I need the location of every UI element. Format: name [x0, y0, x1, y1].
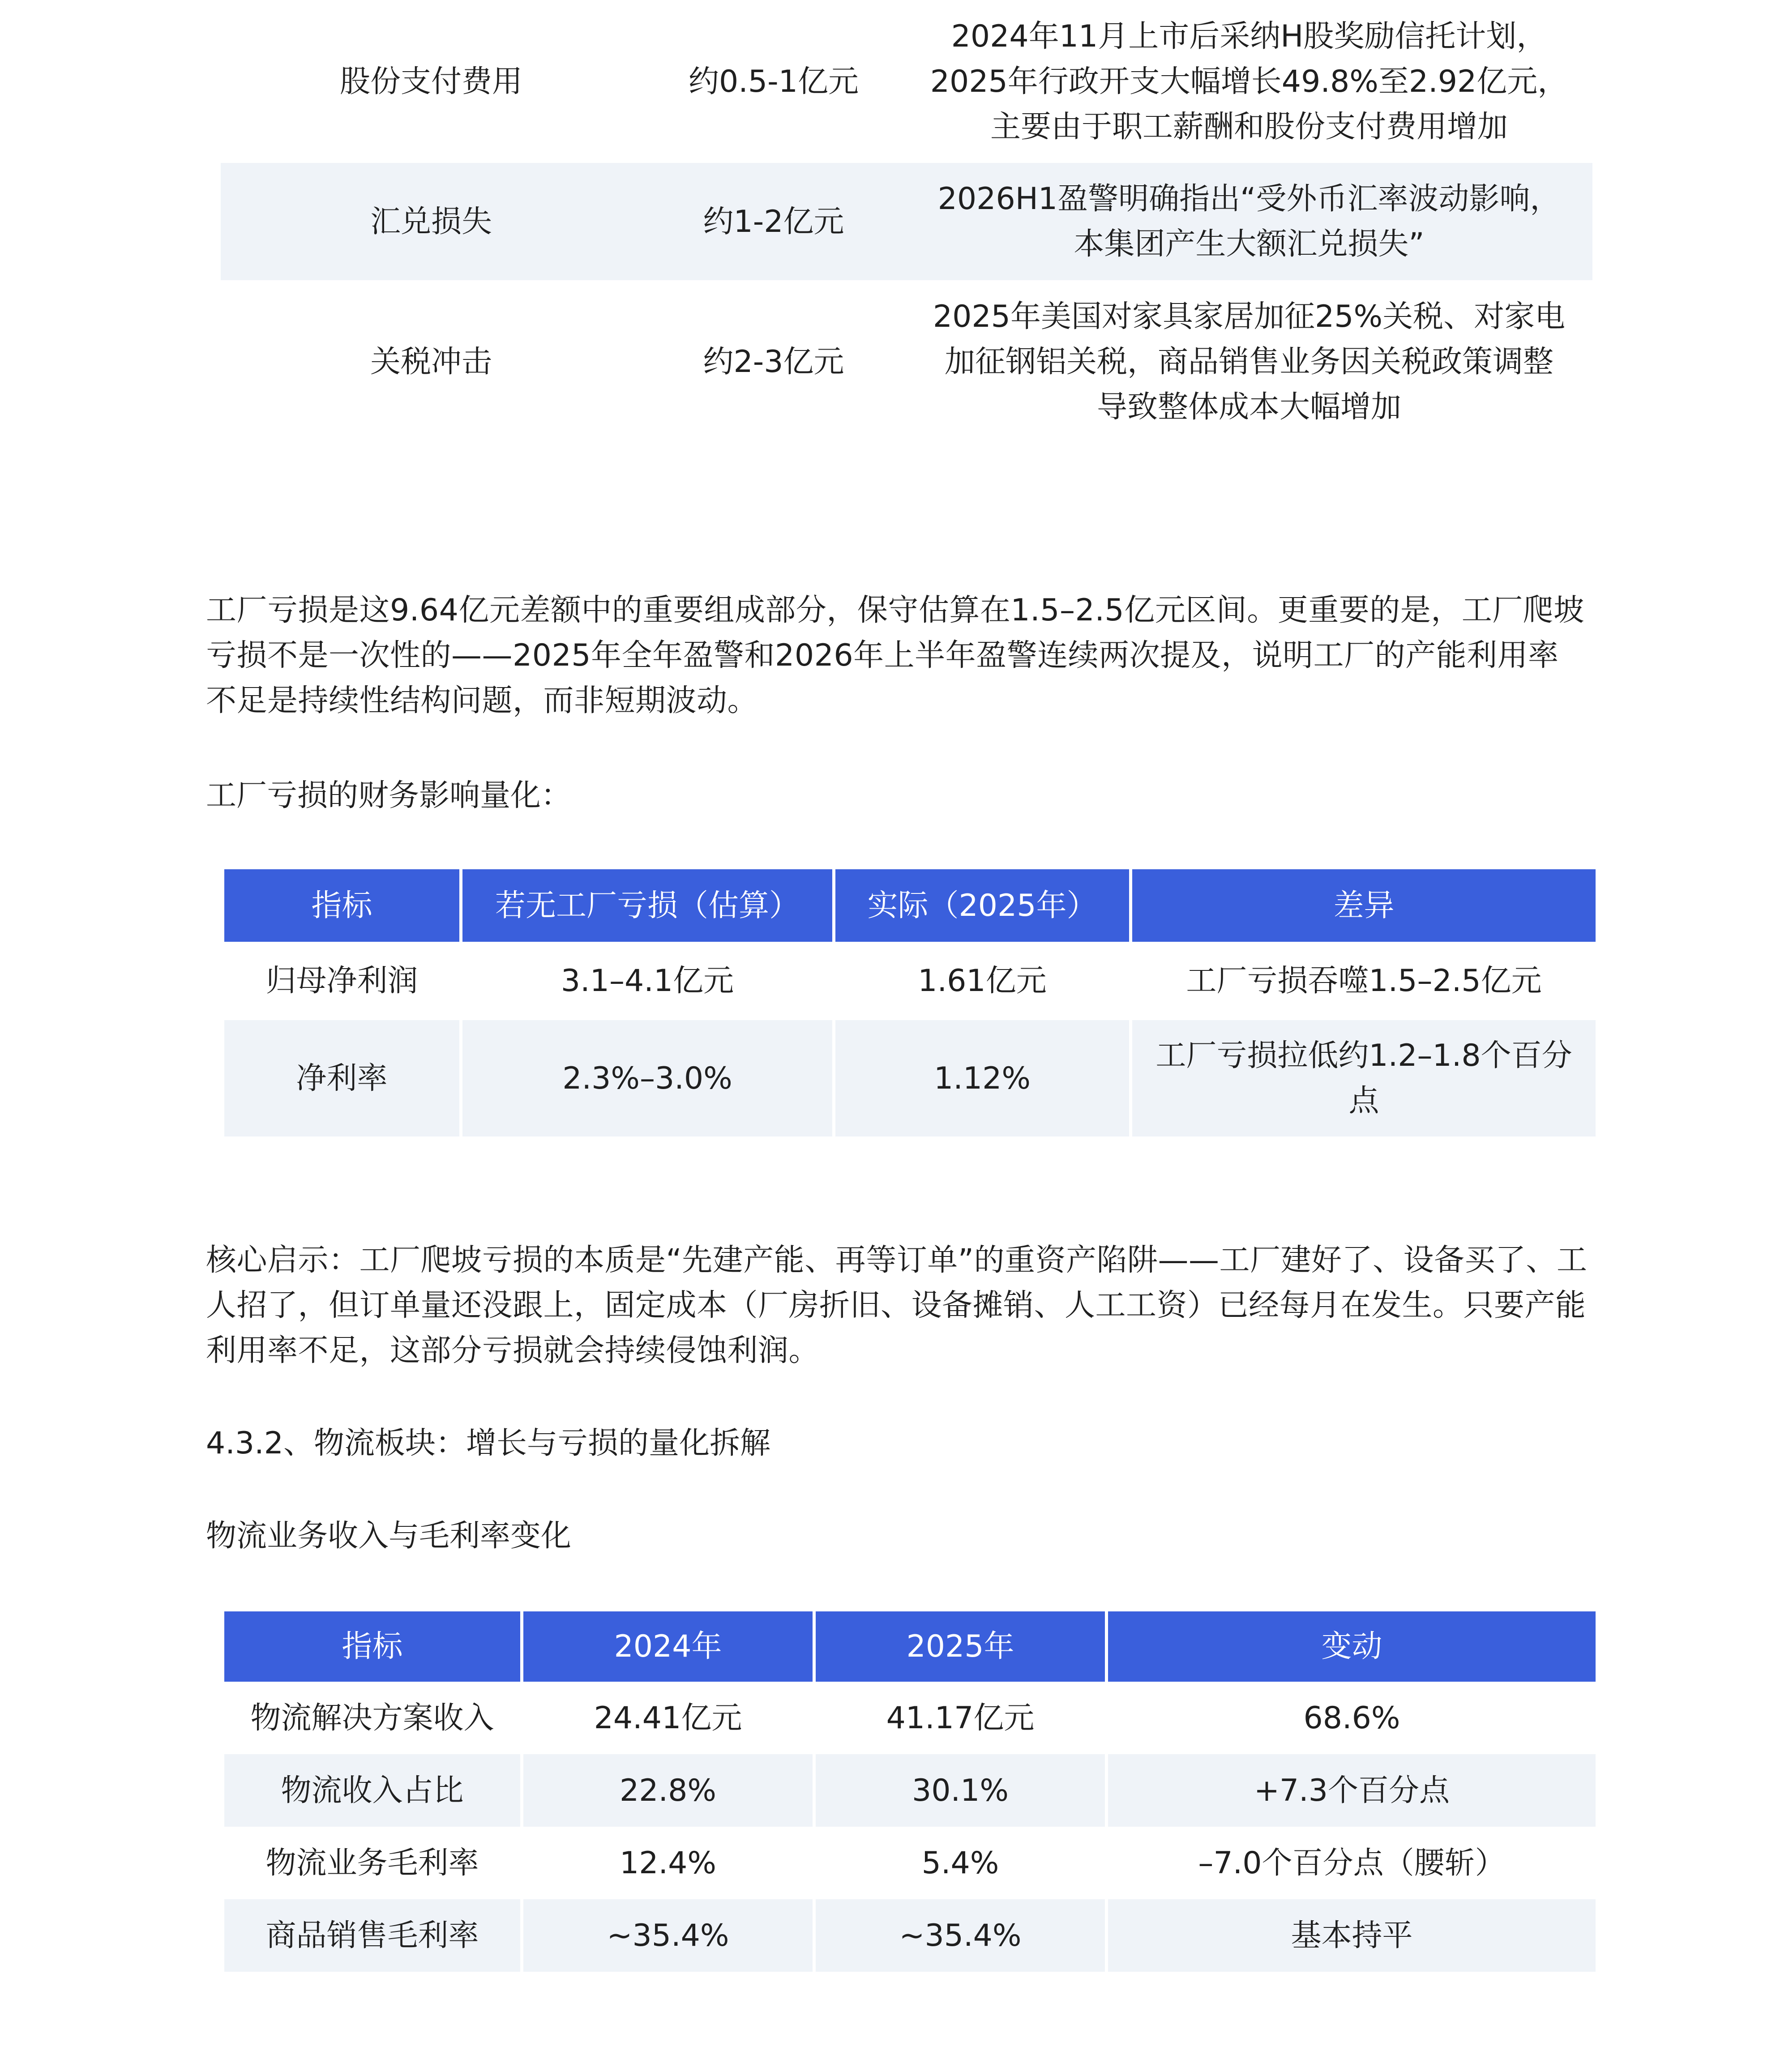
column-header: 指标	[224, 1611, 520, 1682]
table-cell: 物流收入占比	[224, 1754, 520, 1827]
table-cell: 工厂亏损吞噬1.5–2.5亿元	[1186, 963, 1542, 999]
impact-table	[221, 869, 1599, 1136]
table-cell: 68.6%	[1303, 1700, 1400, 1736]
table-cell: +7.3个百分点	[1108, 1754, 1596, 1827]
cost-note-line: 2026H1盈警明确指出“受外币汇率波动影响，	[937, 181, 1561, 217]
cost-note-line: 加征钢铝关税，商品销售业务因关税政策调整	[944, 344, 1553, 380]
table-cell: 工厂亏损拉低约1.2–1.8个百分点	[1132, 1020, 1596, 1136]
table-cell: 5.4%	[921, 1845, 999, 1881]
table-cell: 30.1%	[816, 1754, 1105, 1827]
table-row	[224, 1020, 1596, 1136]
cost-note	[906, 280, 1592, 443]
section-label: 工厂亏损的财务影响量化：	[206, 778, 572, 813]
column-header: 2025年	[816, 1611, 1105, 1682]
table-row	[221, 163, 1592, 280]
table-cell: 24.41亿元	[594, 1700, 742, 1736]
cost-table	[221, 0, 1592, 443]
cost-note-line: 2024年11月上市后采纳H股奖励信托计划，	[951, 18, 1547, 54]
column-header: 实际（2025年）	[835, 869, 1129, 942]
cost-note	[906, 163, 1592, 280]
table-cell: 物流业务毛利率	[265, 1845, 479, 1881]
table-header-row	[224, 1611, 1596, 1682]
table-cell: 2.3%–3.0%	[462, 1020, 832, 1136]
section-label: 物流业务收入与毛利率变化	[206, 1518, 572, 1554]
cost-amount: 约0.5-1亿元	[689, 64, 859, 99]
cost-note	[906, 0, 1592, 163]
table-cell: 基本持平	[1108, 1899, 1596, 1972]
section-heading: 4.3.2、物流板块：增长与亏损的量化拆解	[206, 1426, 771, 1461]
cost-item: 汇兑损失	[221, 163, 642, 280]
table-cell: 3.1–4.1亿元	[561, 963, 734, 999]
column-header: 2024年	[523, 1611, 813, 1682]
column-header: 差异	[1132, 869, 1596, 942]
table-cell: 22.8%	[523, 1754, 813, 1827]
table-row	[224, 1754, 1596, 1827]
table-cell: 1.12%	[835, 1020, 1129, 1136]
logistics-table	[221, 1611, 1599, 1972]
table-row	[221, 0, 1592, 163]
cost-note-line: 2025年美国对家具家居加征25%关税、对家电	[933, 299, 1566, 334]
column-header: 指标	[224, 869, 459, 942]
column-header: 若无工厂亏损（估算）	[462, 869, 832, 942]
table-cell: 商品销售毛利率	[224, 1899, 520, 1972]
table-row	[224, 1682, 1596, 1754]
table-header-row	[224, 869, 1596, 942]
cost-note-line: 导致整体成本大幅增加	[1096, 389, 1401, 425]
table-cell: –7.0个百分点（腰斩）	[1198, 1845, 1506, 1881]
table-cell: 41.17亿元	[886, 1700, 1035, 1736]
cost-item: 关税冲击	[370, 344, 492, 380]
table-cell: 12.4%	[619, 1845, 717, 1881]
table-row	[221, 280, 1592, 443]
table-cell: 归母净利润	[265, 963, 418, 999]
cost-note-line: 主要由于职工薪酬和股份支付费用增加	[990, 109, 1508, 145]
cost-item: 股份支付费用	[339, 64, 522, 99]
paragraph: 核心启示：工厂爬坡亏损的本质是“先建产能、再等订单”的重资产陷阱——工厂建好了、设备买了、工人招了，但订单量还没跟上，固定成本（厂房折旧、设备摊销、人工工资）已经每月在发生。只要产能利用率不足，这部分亏损就会持续侵蚀利润。	[206, 1243, 1588, 1368]
table-cell: 1.61亿元	[918, 963, 1047, 999]
table-row	[224, 942, 1596, 1020]
column-header: 变动	[1108, 1611, 1596, 1682]
cost-note-line: 本集团产生大额汇兑损失”	[1074, 226, 1425, 262]
table-row	[224, 1827, 1596, 1899]
table-cell: 物流解决方案收入	[250, 1700, 494, 1736]
table-cell: ~35.4%	[523, 1899, 813, 1972]
table-row	[224, 1899, 1596, 1972]
paragraph: 工厂亏损是这9.64亿元差额中的重要组成部分，保守估算在1.5–2.5亿元区间。更重要的是，工厂爬坡亏损不是一次性的——2025年全年盈警和2026年上半年盈警连续两次提及，说明工厂的产能利用率不足是持续性结构问题，而非短期波动。	[206, 593, 1584, 718]
table-cell: ~35.4%	[816, 1899, 1105, 1972]
cost-note-line: 2025年行政开支大幅增长49.8%至2.92亿元，	[930, 64, 1568, 99]
table-cell: 净利率	[224, 1020, 459, 1136]
cost-amount: 约2-3亿元	[703, 344, 844, 380]
cost-amount: 约1-2亿元	[642, 163, 906, 280]
